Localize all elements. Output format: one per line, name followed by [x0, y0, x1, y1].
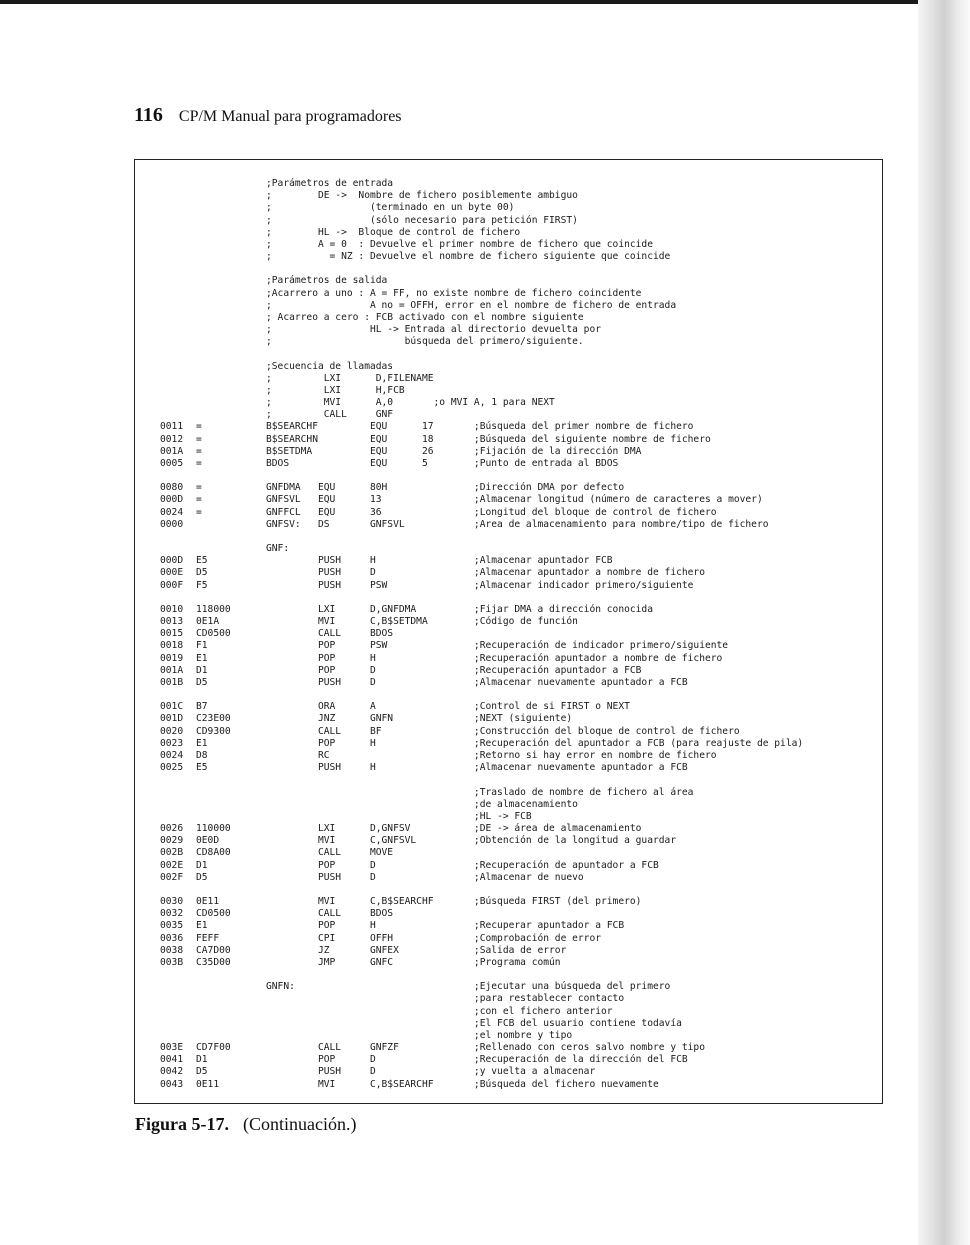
line-address: 0010: [160, 603, 184, 615]
line-source: PUSH H ;Almacenar nuevamente apuntador a FCB: [266, 762, 688, 774]
line-object-code: =: [196, 506, 202, 518]
line-source: POP D ;Recuperación de la dirección del FCB: [266, 1054, 688, 1066]
line-object-code: =: [196, 482, 202, 494]
book-spine-shadow: [918, 0, 970, 1245]
line-address: 0011: [160, 421, 184, 433]
line-object-code: FEFF: [196, 932, 220, 944]
line-source: LXI D,GNFSV ;DE -> área de almacenamiento: [266, 823, 642, 834]
line-object-code: D5: [196, 567, 208, 579]
line-address: 000E: [160, 567, 184, 579]
line-address: 001A: [160, 664, 184, 676]
line-address: 001B: [160, 676, 184, 688]
line-address: 0023: [160, 737, 184, 749]
line-source: ; Acarreo a cero : FCB activado con el nombre siguiente: [266, 311, 584, 323]
line-source: CALL BF ;Construcción del bloque de control de fichero: [266, 725, 740, 737]
line-address: 0018: [160, 640, 184, 652]
line-source: ORA A ;Control de si FIRST o NEXT: [266, 701, 630, 713]
line-object-code: 0E11: [196, 896, 220, 908]
line-address: 000F: [160, 579, 184, 591]
line-source: PUSH D ;Almacenar nuevamente apuntador a FCB: [266, 676, 688, 688]
line-object-code: CD7F00: [196, 1042, 231, 1054]
line-address: 001A: [160, 445, 184, 457]
line-source: ; HL -> Bloque de control de fichero: [266, 226, 521, 238]
line-source: POP D ;Recuperación de apuntador a FCB: [266, 859, 659, 871]
line-object-code: D5: [196, 871, 208, 883]
line-source: GNFSV: DS GNFSVL ;Area de almacenamiento para nombre/tipo de fichero: [266, 518, 769, 530]
line-object-code: CD8A00: [196, 847, 231, 859]
line-source: PUSH D ;Almacenar apuntador a nombre de fichero: [266, 567, 705, 579]
line-object-code: C23E00: [196, 713, 231, 725]
line-source: MVI C,B$SEARCHF ;Búsqueda FIRST (del primero): [266, 896, 642, 908]
line-address: 0019: [160, 652, 184, 664]
line-source: CALL BDOS: [266, 628, 394, 640]
figure-caption: [135, 1114, 356, 1135]
line-source: ; CALL GNF: [266, 409, 394, 421]
line-address: 0030: [160, 896, 184, 908]
line-source: ; MVI A,0 ;o MVI A, 1 para NEXT: [266, 397, 555, 409]
line-address: 0029: [160, 835, 184, 847]
line-source: GNFSVL EQU 13 ;Almacenar longitud (número de caracteres a mover): [266, 494, 763, 506]
line-source: ;Parámetros de salida: [266, 275, 388, 287]
line-object-code: 0E1A: [196, 616, 220, 628]
line-source: JMP GNFC ;Programa común: [266, 956, 561, 968]
line-address: 0005: [160, 457, 184, 469]
figure-label: Figura 5-17.: [135, 1114, 229, 1134]
line-source: ;El FCB del usuario contiene todavía: [266, 1017, 682, 1029]
line-object-code: CD0500: [196, 908, 231, 920]
line-source: PUSH H ;Almacenar apuntador FCB: [266, 555, 613, 567]
line-source: B$SETDMA EQU 26 ;Fijación de la dirección DMA: [266, 445, 642, 457]
line-source: ; búsqueda del primero/siguiente.: [266, 336, 584, 348]
line-source: POP H ;Recuperación del apuntador a FCB (para reajuste de pila): [266, 737, 804, 749]
line-source: LXI D,GNFDMA ;Fijar DMA a dirección conocida: [266, 603, 653, 615]
line-source: GNFN: ;Ejecutar una búsqueda del primero: [266, 981, 671, 993]
line-object-code: =: [196, 445, 202, 457]
line-source: ; A = 0 : Devuelve el primer nombre de fichero que coincide: [266, 238, 653, 250]
line-address: 0015: [160, 628, 184, 640]
line-address: 0012: [160, 433, 184, 445]
line-source: CALL MOVE: [266, 847, 394, 859]
line-address: 0043: [160, 1078, 184, 1090]
line-source: ;Parámetros de entrada: [266, 178, 394, 189]
line-source: ;HL -> FCB: [266, 810, 532, 822]
line-source: ; LXI H,FCB: [266, 384, 405, 396]
line-address: 0036: [160, 932, 184, 944]
line-source: ;Traslado de nombre de fichero al área: [266, 786, 694, 798]
line-address: 0024: [160, 749, 184, 761]
line-source: MVI C,B$SETDMA ;Código de función: [266, 616, 578, 628]
line-address: 0032: [160, 908, 184, 920]
line-object-code: E1: [196, 920, 208, 932]
line-source: MVI C,B$SEARCHF ;Búsqueda del fichero nuevamente: [266, 1078, 659, 1090]
line-object-code: F1: [196, 640, 208, 652]
line-address: 0025: [160, 762, 184, 774]
line-object-code: =: [196, 494, 202, 506]
line-object-code: CD0500: [196, 628, 231, 640]
scan-top-edge: [0, 0, 970, 4]
line-source: JZ GNFEX ;Salida de error: [266, 944, 567, 956]
line-object-code: E5: [196, 555, 208, 567]
line-object-code: CA7D00: [196, 944, 231, 956]
line-source: RC ;Retorno si hay error en nombre de fichero: [266, 749, 717, 761]
line-source: POP D ;Recuperación apuntador a FCB: [266, 664, 642, 676]
line-source: POP PSW ;Recuperación de indicador primero/siguiente: [266, 640, 729, 652]
line-object-code: CD9300: [196, 725, 231, 737]
line-address: 0042: [160, 1066, 184, 1078]
line-address: 0041: [160, 1054, 184, 1066]
line-source: ;con el fichero anterior: [266, 1005, 613, 1017]
line-source: ; = NZ : Devuelve el nombre de fichero siguiente que coincide: [266, 251, 671, 263]
line-source: ;Acarrero a uno : A = FF, no existe nombre de fichero coincidente: [266, 287, 642, 299]
line-address: 0038: [160, 944, 184, 956]
line-source: ; (sólo necesario para petición FIRST): [266, 214, 578, 226]
line-object-code: 0E0D: [196, 835, 220, 847]
line-source: GNFDMA EQU 80H ;Dirección DMA por defecto: [266, 482, 625, 494]
line-address: 003B: [160, 956, 184, 968]
line-address: 002B: [160, 847, 184, 859]
line-object-code: F5: [196, 579, 208, 591]
line-address: 001D: [160, 713, 184, 725]
line-source: GNF:: [266, 543, 290, 555]
line-address: 0013: [160, 616, 184, 628]
line-source: ; DE -> Nombre de fichero posiblemente ambiguo: [266, 190, 578, 202]
page-number: 116: [134, 104, 163, 126]
line-source: ;de almacenamiento: [266, 798, 578, 810]
line-object-code: D1: [196, 1054, 208, 1066]
line-object-code: =: [196, 433, 202, 445]
line-address: 0080: [160, 482, 184, 494]
line-source: ; LXI D,FILENAME: [266, 372, 434, 384]
line-object-code: E1: [196, 652, 208, 664]
line-source: ;el nombre y tipo: [266, 1029, 573, 1041]
line-object-code: D1: [196, 664, 208, 676]
line-address: 0020: [160, 725, 184, 737]
line-source: ;para restablecer contacto: [266, 993, 625, 1005]
line-source: CALL BDOS: [266, 908, 394, 920]
line-object-code: D5: [196, 1066, 208, 1078]
line-object-code: =: [196, 421, 202, 433]
line-object-code: 0E11: [196, 1078, 220, 1090]
line-source: JNZ GNFN ;NEXT (siguiente): [266, 713, 573, 725]
line-object-code: 118000: [196, 603, 231, 615]
line-object-code: =: [196, 457, 202, 469]
line-object-code: B7: [196, 701, 208, 713]
line-source: B$SEARCHN EQU 18 ;Búsqueda del siguiente nombre de fichero: [266, 433, 711, 445]
line-address: 0035: [160, 920, 184, 932]
figure-caption-text: (Continuación.): [243, 1114, 357, 1134]
line-address: 001C: [160, 701, 184, 713]
line-address: 002F: [160, 871, 184, 883]
line-source: CPI OFFH ;Comprobación de error: [266, 932, 602, 944]
line-source: GNFFCL EQU 36 ;Longitud del bloque de control de fichero: [266, 506, 717, 518]
line-address: 0000: [160, 518, 184, 530]
line-address: 0024: [160, 506, 184, 518]
line-object-code: E1: [196, 737, 208, 749]
line-source: B$SEARCHF EQU 17 ;Búsqueda del primer nombre de fichero: [266, 421, 694, 433]
line-source: POP H ;Recuperar apuntador a FCB: [266, 920, 625, 932]
line-object-code: D5: [196, 676, 208, 688]
code-listing-frame: [134, 159, 883, 1104]
line-object-code: 110000: [196, 823, 231, 834]
line-address: 002E: [160, 859, 184, 871]
line-source: PUSH PSW ;Almacenar indicador primero/siguiente: [266, 579, 694, 591]
line-address: 000D: [160, 494, 184, 506]
line-object-code: E5: [196, 762, 208, 774]
line-object-code: D1: [196, 859, 208, 871]
line-source: CALL GNFZF ;Rellenado con ceros salvo nombre y tipo: [266, 1042, 705, 1054]
line-source: MVI C,GNFSVL ;Obtención de la longitud a guardar: [266, 835, 677, 847]
line-address: 000D: [160, 555, 184, 567]
line-source: ; A no = OFFH, error en el nombre de fichero de entrada: [266, 299, 677, 311]
line-source: POP H ;Recuperación apuntador a nombre de fichero: [266, 652, 723, 664]
line-source: ; HL -> Entrada al directorio devuelta por: [266, 324, 602, 336]
line-address: 003E: [160, 1042, 184, 1054]
line-object-code: C35D00: [196, 956, 231, 968]
line-source: PUSH D ;y vuelta a almacenar: [266, 1066, 596, 1078]
line-source: BDOS EQU 5 ;Punto de entrada al BDOS: [266, 457, 619, 469]
line-source: PUSH D ;Almacenar de nuevo: [266, 871, 584, 883]
running-title: CP/M Manual para programadores: [178, 108, 402, 125]
line-object-code: D8: [196, 749, 208, 761]
page-header: [134, 104, 402, 127]
line-address: 0026: [160, 823, 184, 834]
line-source: ;Secuencia de llamadas: [266, 360, 394, 372]
line-source: ; (terminado en un byte 00): [266, 202, 515, 214]
